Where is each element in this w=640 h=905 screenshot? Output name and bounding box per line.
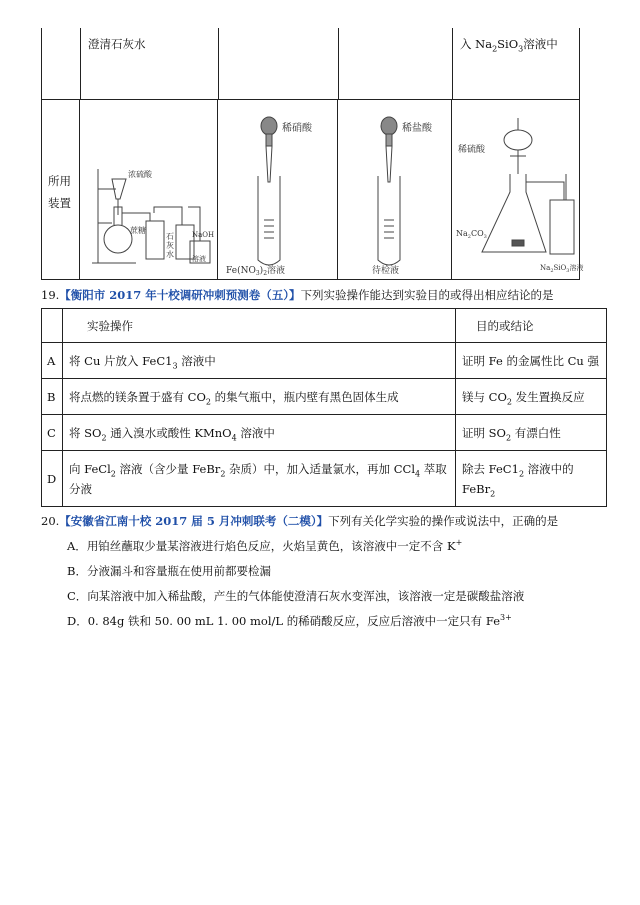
operation-cell: 将 $SO_2$ 通入溴水或酸性 KMnO$_4$ 溶液中 [63,415,456,451]
table-header-row [42,309,607,343]
row-label: 所用 装置 [48,174,71,210]
svg-text:Na2SiO3溶液: $Na_2SiO_3$溶液 [540,264,584,274]
table-row [41,99,584,280]
svg-text:稀硝酸: 稀硝酸 [282,123,312,134]
svg-text:Na2CO3: $Na_2CO_3$ [456,229,487,240]
operation-cell: 向 FeCl$_2$ 溶液（含少量 FeBr$_2$ 杂质）中，加入适量氯水，再加 CCl$_4$ 萃取分液 [63,451,456,507]
operation-cell: 将点燃的镁条置于盛有 $CO_2$ 的集气瓶中，瓶内壁有黑色固体生成 [63,379,456,415]
svg-text:浓硫酸: 浓硫酸 [128,170,152,179]
apparatus-figure-d [454,104,584,278]
result-cell: 除去 $FeC1_2$ 溶液中的 FeBr$_2$ [456,451,607,507]
cell-text: 入 $Na_2SiO_3$溶液中 [460,37,558,54]
svg-text:待检液: 待检液 [372,266,400,276]
row-label: C [42,415,63,451]
apparatus-figure-b [222,110,334,278]
experiment-table [41,308,607,507]
row-label: A [42,343,63,379]
svg-text:NaOH: NaOH [192,231,215,239]
cell-text: 澄清石灰水 [88,37,146,51]
svg-text:Fe(NO3)2溶液: $Fe(NO_3)_2$溶液 [226,266,286,277]
question-source: 【衡阳市 2017 年十校调研冲刺预测卷（五）】 [59,288,301,302]
question-19-header: 19.【衡阳市 2017 年十校调研冲刺预测卷（五）】下列实验操作能达到实验目的或得出相应结论的是 [41,288,554,302]
question-20-header: 20.【安徽省江南十校 2017 届 5 月冲刺联考（二模）】下列有关化学实验的操作或说法中，正确的是 [41,514,559,528]
table-row [42,415,607,451]
question-source: 【安徽省江南十校 2017 届 5 月冲刺联考（二模）】 [59,514,329,528]
option-c: C．向某溶液中加入稀盐酸，产生的气体能使澄清石灰水变浑浊，该溶液一定是碳酸盐溶液 [67,589,525,603]
table-row [42,379,607,415]
operation-cell: 将 Cu 片放入 $FeC1_3$ 溶液中 [63,343,456,379]
table-row [42,343,607,379]
svg-text:稀盐酸: 稀盐酸 [402,123,432,134]
svg-text:水: 水 [166,250,174,259]
svg-text:灰: 灰 [166,241,174,250]
table-row [41,28,580,100]
svg-text:蔗糖: 蔗糖 [130,226,146,235]
apparatus-table [41,28,584,280]
apparatus-figure-c [342,110,448,278]
result-cell: 证明 Fe 的金属性比 Cu 强 [456,343,607,379]
column-header: 实验操作 [63,309,456,343]
table-row [42,451,607,507]
result-cell: 证明 $SO_2$ 有漂白性 [456,415,607,451]
option-b: B．分液漏斗和容量瓶在使用前都要检漏 [67,564,271,578]
svg-text:溶液: 溶液 [192,255,206,263]
row-label: B [42,379,63,415]
result-cell: 镁与 $CO_2$ 发生置换反应 [456,379,607,415]
column-header: 目的或结论 [456,309,607,343]
svg-text:稀硫酸: 稀硫酸 [458,145,486,155]
svg-text:石: 石 [166,232,174,241]
row-label: D [42,451,63,507]
option-a: A．用铂丝蘸取少量某溶液进行焰色反应，火焰呈黄色，该溶液中一定不含 K+ [67,538,463,553]
option-d: D．0. 84g 铁和 50. 00 mL 1. 00 mol/L 的稀硝酸反应，反应后溶液中一定只有 $Fe^{3+}$ [67,613,512,628]
apparatus-figure-a [86,155,214,265]
